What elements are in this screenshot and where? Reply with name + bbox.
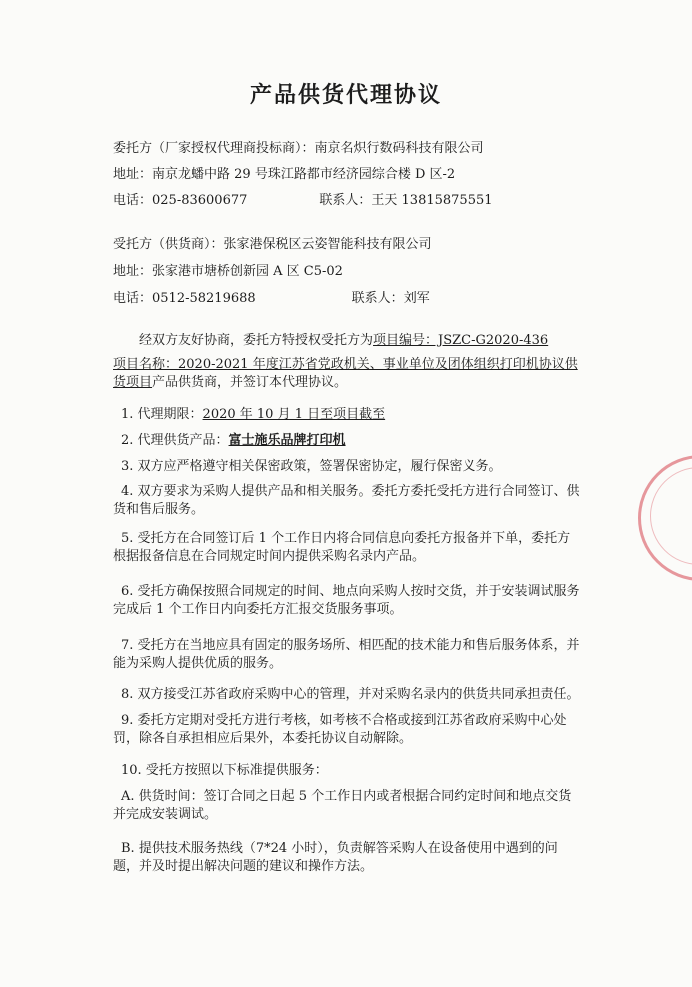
document-title: 产品供货代理协议 [249,83,442,108]
agent-name-line [113,236,432,254]
item-1-prefix: 1. 代理期限： [121,407,203,422]
agent-name-label: 受托方（供货商）： [113,237,224,252]
item-8: 8. 双方接受江苏省政府采购中心的管理，并对采购名录内的供货共同承担责任。 [121,687,580,702]
agent-contact-label: 联系人： [351,291,404,306]
principal-name-label: 委托方（厂家授权代理商投标商）： [113,141,315,156]
principal-address-label: 地址： [113,167,153,182]
project-number: 项目编号：JSZC-G2020-436 [373,333,549,348]
intro-paragraph-2 [113,356,581,392]
agent-address: 张家港市塘桥创新园 A 区 C5-02 [152,264,343,279]
agent-address-label: 地址： [113,264,153,279]
item-2-prefix: 2. 代理供货产品： [121,433,229,448]
item-3: 3. 双方应严格遵守相关保密政策，签署保密协定，履行保密义务。 [121,459,502,474]
agency-product: 富士施乐品牌打印机 [228,433,346,448]
intro-paragraph [113,332,581,350]
agency-period: 2020 年 10 月 1 日至项目截至 [202,407,386,422]
principal-contact-label: 联系人： [319,193,372,208]
project-name: 项目名称：2020-2021 年度江苏省党政机关、事业单位及团体组织打印机协议供货项目 [113,357,578,390]
agent-contact: 刘军 [403,291,430,306]
item-4: 4. 双方要求为采购人提供产品和相关服务。委托方委托受托方进行合同签订、供货和售后服务。 [113,484,580,517]
agent-phone: 0512-58219688 [152,291,256,306]
principal-address: 南京龙蟠中路 29 号珠江路都市经济园综合楼 D 区-2 [152,167,456,182]
principal-phone-line [113,192,493,210]
item-7: 7. 受托方在当地应具有固定的服务场所、相匹配的技术能力和售后服务体系，并能为采购人提供优质的服务。 [113,638,580,671]
principal-address-line [113,166,455,184]
intro-text-2: 产品供货商，并签订本代理协议。 [152,375,348,390]
item-1 [121,406,385,424]
principal-contact: 王天 13815875551 [371,193,493,208]
item-10: 10. 受托方按照以下标准提供服务： [121,763,328,778]
agent-address-line [113,263,343,281]
item-6: 6. 受托方确保按照合同规定的时间、地点向采购人按时交货，并于安装调试服务完成后 1 个工作日内向委托方汇报交货服务事项。 [113,584,580,617]
principal-name: 南京名炽行数码科技有限公司 [314,141,484,156]
item-a: A. 供货时间：签订合同之日起 5 个工作日内或者根据合同约定时间和地点交货并完成安装调试。 [113,789,572,822]
item-2 [121,432,346,450]
agent-name: 张家港保税区云姿智能科技有限公司 [223,237,432,252]
principal-phone-label: 电话： [113,193,153,208]
item-b: B. 提供技术服务热线（7*24 小时），负责解答采购人在设备使用中遇到的问题，并及时提出解决问题的建议和操作方法。 [113,841,558,874]
item-5: 5. 受托方在合同签订后 1 个工作日内将合同信息向委托方报备并下单，委托方根据报备信息在合同规定时间内提供采购名录内产品。 [113,531,571,564]
agent-phone-line [113,290,430,308]
item-9: 9. 委托方定期对受托方进行考核，如考核不合格或接到江苏省政府采购中心处罚，除各自承担相应后果外，本委托协议自动解除。 [113,713,567,746]
principal-name-line [113,140,484,158]
agent-phone-label: 电话： [113,291,153,306]
principal-phone: 025-83600677 [152,193,248,208]
intro-text-1: 经双方友好协商，委托方特授权受托方为 [139,333,374,348]
